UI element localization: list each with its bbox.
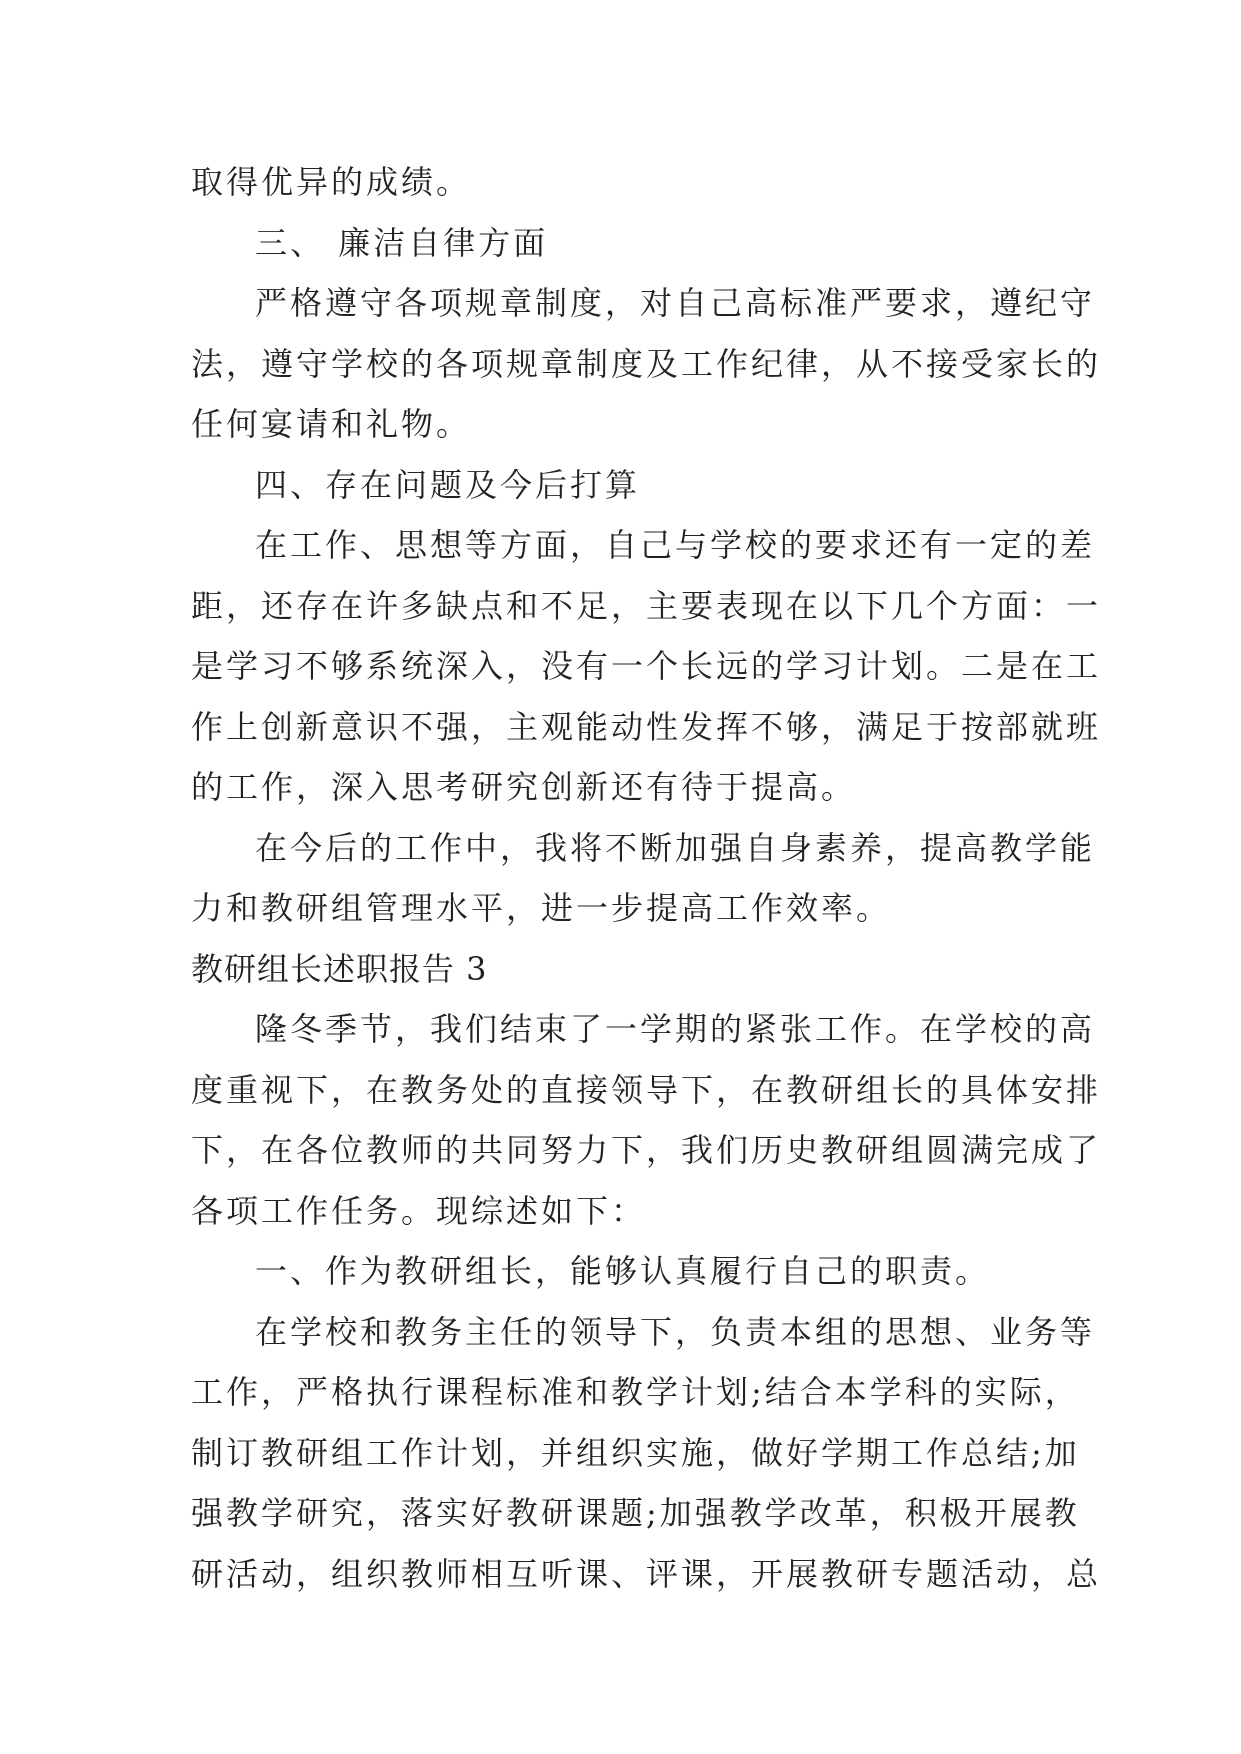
paragraph-line: 在工作、思想等方面，自己与学校的要求还有一定的差 — [255, 526, 1096, 564]
section-heading: 一、作为教研组长，能够认真履行自己的职责。 — [255, 1252, 991, 1290]
paragraph-line: 研活动，组织教师相互听课、评课，开展教研专题活动，总 — [191, 1554, 1102, 1593]
paragraph-line: 是学习不够系统深入，没有一个长远的学习计划。二是在工 — [191, 647, 1102, 685]
paragraph-line: 隆冬季节，我们结束了一学期的紧张工作。在学校的高 — [255, 1010, 1096, 1048]
paragraph-line: 在今后的工作中，我将不断加强自身素养，提高教学能 — [255, 828, 1096, 867]
paragraph-line: 作上创新意识不强，主观能动性发挥不够，满足于按部就班 — [191, 707, 1102, 746]
paragraph-line: 在学校和教务主任的领导下，负责本组的思想、业务等 — [255, 1312, 1096, 1351]
document-body — [191, 152, 1102, 1604]
section-heading: 四、存在问题及今后打算 — [255, 465, 641, 504]
paragraph-line: 度重视下，在教务处的直接领导下，在教研组长的具体安排 — [191, 1070, 1102, 1109]
report-title: 教研组长述职报告 3 — [191, 949, 488, 988]
paragraph-line: 的工作，深入思考研究创新还有待于提高。 — [191, 768, 857, 806]
paragraph-line: 取得优异的成绩。 — [191, 163, 472, 201]
paragraph-line: 距，还存在许多缺点和不足，主要表现在以下几个方面：一 — [191, 586, 1102, 625]
paragraph-line: 各项工作任务。现综述如下： — [191, 1191, 647, 1230]
paragraph-line: 强教学研究，落实好教研课题;加强教学改革，积极开展教 — [191, 1494, 1080, 1532]
paragraph-line: 工作，严格执行课程标准和教学计划;结合本学科的实际， — [191, 1373, 1080, 1411]
paragraph-line: 严格遵守各项规章制度，对自己高标准严要求，遵纪守 — [255, 284, 1096, 322]
section-heading: 三、 廉洁自律方面 — [255, 223, 549, 262]
paragraph-line: 下，在各位教师的共同努力下，我们历史教研组圆满完成了 — [191, 1131, 1102, 1169]
paragraph-line: 制订教研组工作计划，并组织实施，做好学期工作总结;加 — [191, 1433, 1080, 1472]
paragraph-line: 法，遵守学校的各项规章制度及工作纪律，从不接受家长的 — [191, 344, 1102, 383]
paragraph-line: 力和教研组管理水平，进一步提高工作效率。 — [191, 889, 892, 927]
paragraph-line: 任何宴请和礼物。 — [191, 405, 472, 443]
